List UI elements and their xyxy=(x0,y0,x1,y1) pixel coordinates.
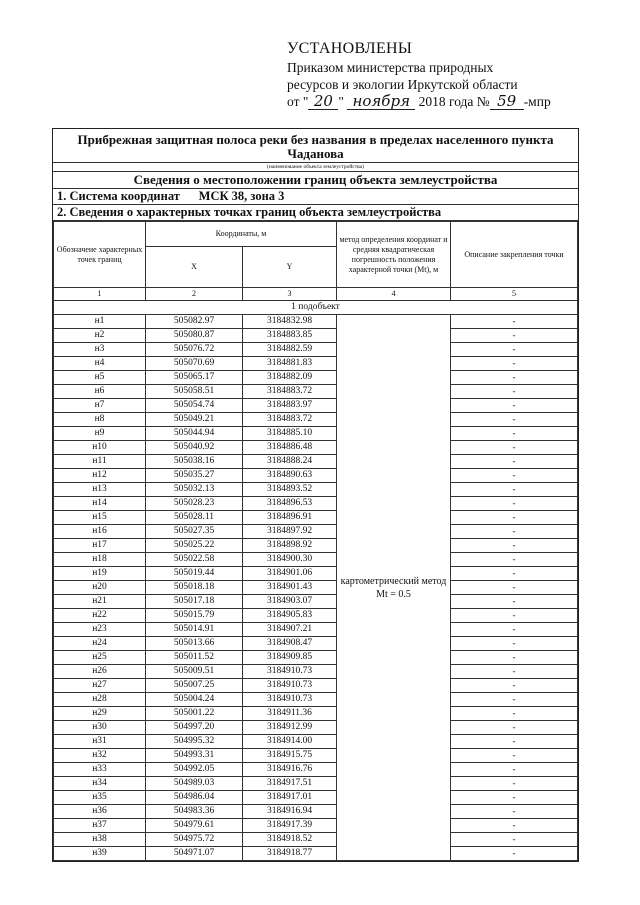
table-row xyxy=(54,399,578,413)
table-row xyxy=(54,679,578,693)
description-cell: - xyxy=(451,777,578,791)
y-coord-cell: 3184888.24 xyxy=(243,455,337,469)
table-row xyxy=(54,483,578,497)
section-title: Сведения о местоположении границ объекта землеустройства xyxy=(53,172,578,189)
y-coord-cell: 3184912.99 xyxy=(243,721,337,735)
description-cell: - xyxy=(451,721,578,735)
table-row xyxy=(54,497,578,511)
y-coord-cell: 3184907.21 xyxy=(243,623,337,637)
table-row xyxy=(54,637,578,651)
order-year: 2018 года № xyxy=(418,94,490,109)
y-coord-cell: 3184900.30 xyxy=(243,553,337,567)
y-coord-cell: 3184896.91 xyxy=(243,511,337,525)
y-coord-cell: 3184910.73 xyxy=(243,679,337,693)
col-point-header: Обозначеие характерных точек границ xyxy=(54,222,146,288)
y-coord-cell: 3184901.06 xyxy=(243,567,337,581)
y-coord-cell: 3184916.76 xyxy=(243,763,337,777)
y-coord-cell: 3184896.53 xyxy=(243,497,337,511)
description-cell: - xyxy=(451,805,578,819)
table-row xyxy=(54,693,578,707)
point-name-cell: н6 xyxy=(54,385,146,399)
table-row xyxy=(54,623,578,637)
description-cell: - xyxy=(451,749,578,763)
order-date-line xyxy=(287,93,607,110)
point-name-cell: н20 xyxy=(54,581,146,595)
x-coord-cell: 504997.20 xyxy=(146,721,243,735)
table-row xyxy=(54,385,578,399)
approval-title: УСТАНОВЛЕНЫ xyxy=(287,40,413,57)
table-row xyxy=(54,749,578,763)
description-cell: - xyxy=(451,679,578,693)
description-cell: - xyxy=(451,385,578,399)
col-num: 4 xyxy=(337,288,451,301)
y-coord-cell: 3184897.92 xyxy=(243,525,337,539)
description-cell: - xyxy=(451,483,578,497)
description-cell: - xyxy=(451,497,578,511)
description-cell: - xyxy=(451,763,578,777)
x-coord-cell: 505004.24 xyxy=(146,693,243,707)
description-cell: - xyxy=(451,693,578,707)
document-title-note: (наименование объекта землеустройства) xyxy=(53,163,578,172)
point-name-cell: н29 xyxy=(54,707,146,721)
y-coord-cell: 3184909.85 xyxy=(243,651,337,665)
point-name-cell: н35 xyxy=(54,791,146,805)
description-cell: - xyxy=(451,511,578,525)
x-coord-cell: 504983.36 xyxy=(146,805,243,819)
col-num: 3 xyxy=(243,288,337,301)
point-name-cell: н37 xyxy=(54,819,146,833)
x-coord-cell: 505014.91 xyxy=(146,623,243,637)
table-row xyxy=(54,343,578,357)
point-name-cell: н27 xyxy=(54,679,146,693)
description-cell: - xyxy=(451,371,578,385)
x-coord-cell: 505080.87 xyxy=(146,329,243,343)
table-row xyxy=(54,777,578,791)
x-coord-cell: 505007.25 xyxy=(146,679,243,693)
point-name-cell: н38 xyxy=(54,833,146,847)
y-coord-cell: 3184886.48 xyxy=(243,441,337,455)
col-desc-header: Описание закрепления точки xyxy=(451,222,578,288)
coord-system-row xyxy=(53,189,578,205)
y-coord-cell: 3184893.52 xyxy=(243,483,337,497)
col-num: 1 xyxy=(54,288,146,301)
y-coord-cell: 3184917.51 xyxy=(243,777,337,791)
description-cell: - xyxy=(451,315,578,329)
point-name-cell: н9 xyxy=(54,427,146,441)
order-line-1: Приказом министерства природных xyxy=(287,60,494,75)
table-row xyxy=(54,847,578,861)
point-name-cell: н18 xyxy=(54,553,146,567)
table-row xyxy=(54,413,578,427)
subobject-row: 1 подобъект xyxy=(54,301,578,315)
description-cell: - xyxy=(451,819,578,833)
approval-header xyxy=(287,40,607,110)
y-coord-cell: 3184918.52 xyxy=(243,833,337,847)
table-row xyxy=(54,707,578,721)
y-coord-cell: 3184883.97 xyxy=(243,399,337,413)
description-cell: - xyxy=(451,637,578,651)
description-cell: - xyxy=(451,707,578,721)
description-cell: - xyxy=(451,357,578,371)
table-row xyxy=(54,609,578,623)
description-cell: - xyxy=(451,609,578,623)
description-cell: - xyxy=(451,581,578,595)
x-coord-cell: 505082.97 xyxy=(146,315,243,329)
y-coord-cell: 3184883.72 xyxy=(243,413,337,427)
y-coord-cell: 3184911.36 xyxy=(243,707,337,721)
y-coord-cell: 3184910.73 xyxy=(243,693,337,707)
x-coord-cell: 505009.51 xyxy=(146,665,243,679)
y-coord-cell: 3184832.98 xyxy=(243,315,337,329)
x-coord-cell: 504995.32 xyxy=(146,735,243,749)
x-coord-cell: 505011.52 xyxy=(146,651,243,665)
x-coord-cell: 505049.21 xyxy=(146,413,243,427)
table-row xyxy=(54,833,578,847)
table-row xyxy=(54,315,578,329)
point-name-cell: н39 xyxy=(54,847,146,861)
point-name-cell: н34 xyxy=(54,777,146,791)
table-row xyxy=(54,469,578,483)
y-coord-cell: 3184885.10 xyxy=(243,427,337,441)
description-cell: - xyxy=(451,833,578,847)
x-coord-cell: 505028.23 xyxy=(146,497,243,511)
x-coord-cell: 505018.18 xyxy=(146,581,243,595)
y-coord-cell: 3184890.63 xyxy=(243,469,337,483)
coord-system-value: МСК 38, зона 3 xyxy=(198,189,285,203)
description-cell: - xyxy=(451,329,578,343)
point-name-cell: н15 xyxy=(54,511,146,525)
x-coord-cell: 505017.18 xyxy=(146,595,243,609)
order-suffix: -мпр xyxy=(523,94,551,109)
point-name-cell: н22 xyxy=(54,609,146,623)
col-coords-header: Координаты, м xyxy=(146,222,337,247)
description-cell: - xyxy=(451,791,578,805)
point-name-cell: н19 xyxy=(54,567,146,581)
x-coord-cell: 505022.58 xyxy=(146,553,243,567)
description-cell: - xyxy=(451,413,578,427)
y-coord-cell: 3184883.85 xyxy=(243,329,337,343)
date-prefix: от " xyxy=(287,94,309,109)
y-coord-cell: 3184881.83 xyxy=(243,357,337,371)
point-name-cell: н10 xyxy=(54,441,146,455)
y-coord-cell: 3184882.09 xyxy=(243,371,337,385)
y-coord-cell: 3184917.01 xyxy=(243,791,337,805)
table-row xyxy=(54,427,578,441)
col-num: 5 xyxy=(451,288,578,301)
document-title: Прибрежная защитная полоса реки без названия в пределах населенного пункта Чаданова xyxy=(53,129,578,163)
point-name-cell: н7 xyxy=(54,399,146,413)
y-coord-cell: 3184901.43 xyxy=(243,581,337,595)
description-cell: - xyxy=(451,665,578,679)
description-cell: - xyxy=(451,539,578,553)
description-cell: - xyxy=(451,651,578,665)
description-cell: - xyxy=(451,441,578,455)
x-coord-cell: 505013.66 xyxy=(146,637,243,651)
point-name-cell: н23 xyxy=(54,623,146,637)
x-coord-cell: 505038.16 xyxy=(146,455,243,469)
boundary-document xyxy=(52,128,579,862)
point-name-cell: н26 xyxy=(54,665,146,679)
point-name-cell: н17 xyxy=(54,539,146,553)
x-coord-cell: 505058.51 xyxy=(146,385,243,399)
description-cell: - xyxy=(451,553,578,567)
x-coord-cell: 505044.94 xyxy=(146,427,243,441)
point-name-cell: н21 xyxy=(54,595,146,609)
table-row xyxy=(54,567,578,581)
x-coord-cell: 505065.17 xyxy=(146,371,243,385)
point-name-cell: н31 xyxy=(54,735,146,749)
table-row xyxy=(54,553,578,567)
x-coord-cell: 505054.74 xyxy=(146,399,243,413)
point-name-cell: н25 xyxy=(54,651,146,665)
point-name-cell: н8 xyxy=(54,413,146,427)
order-line-2: ресурсов и экологии Иркутской области xyxy=(287,77,518,92)
x-coord-cell: 505027.35 xyxy=(146,525,243,539)
x-coord-cell: 504979.61 xyxy=(146,819,243,833)
points-section-label: 2. Сведения о характерных точках границ объекта землеустройства xyxy=(53,205,578,221)
x-coord-cell: 505028.11 xyxy=(146,511,243,525)
point-name-cell: н16 xyxy=(54,525,146,539)
x-coord-cell: 504992.05 xyxy=(146,763,243,777)
x-coord-cell: 505015.79 xyxy=(146,609,243,623)
y-coord-cell: 3184917.39 xyxy=(243,819,337,833)
x-coord-cell: 505019.44 xyxy=(146,567,243,581)
x-coord-cell: 505076.72 xyxy=(146,343,243,357)
table-row xyxy=(54,357,578,371)
x-coord-cell: 505040.92 xyxy=(146,441,243,455)
table-row xyxy=(54,735,578,749)
point-name-cell: н2 xyxy=(54,329,146,343)
point-name-cell: н30 xyxy=(54,721,146,735)
table-row xyxy=(54,651,578,665)
x-coord-cell: 504971.07 xyxy=(146,847,243,861)
coordinates-table xyxy=(53,221,578,861)
order-month: ноября xyxy=(347,94,415,110)
point-name-cell: н33 xyxy=(54,763,146,777)
table-row xyxy=(54,525,578,539)
y-coord-cell: 3184908.47 xyxy=(243,637,337,651)
table-row xyxy=(54,581,578,595)
y-coord-cell: 3184910.73 xyxy=(243,665,337,679)
description-cell: - xyxy=(451,469,578,483)
description-cell: - xyxy=(451,567,578,581)
date-quote-close: " xyxy=(338,94,344,109)
order-day: 20 xyxy=(308,94,338,110)
col-y-header: Y xyxy=(243,247,337,288)
description-cell: - xyxy=(451,399,578,413)
x-coord-cell: 505035.27 xyxy=(146,469,243,483)
x-coord-cell: 505032.13 xyxy=(146,483,243,497)
table-row xyxy=(54,595,578,609)
y-coord-cell: 3184914.00 xyxy=(243,735,337,749)
point-name-cell: н14 xyxy=(54,497,146,511)
point-name-cell: н4 xyxy=(54,357,146,371)
description-cell: - xyxy=(451,343,578,357)
table-row xyxy=(54,539,578,553)
order-number: 59 xyxy=(490,94,524,110)
col-num: 2 xyxy=(146,288,243,301)
y-coord-cell: 3184916.94 xyxy=(243,805,337,819)
description-cell: - xyxy=(451,427,578,441)
table-row xyxy=(54,805,578,819)
description-cell: - xyxy=(451,847,578,861)
description-cell: - xyxy=(451,595,578,609)
table-row xyxy=(54,721,578,735)
column-number-row xyxy=(54,288,578,301)
y-coord-cell: 3184903.07 xyxy=(243,595,337,609)
table-row xyxy=(54,441,578,455)
description-cell: - xyxy=(451,525,578,539)
point-name-cell: н12 xyxy=(54,469,146,483)
x-coord-cell: 505070.69 xyxy=(146,357,243,371)
x-coord-cell: 504993.31 xyxy=(146,749,243,763)
description-cell: - xyxy=(451,623,578,637)
x-coord-cell: 505025.22 xyxy=(146,539,243,553)
description-cell: - xyxy=(451,455,578,469)
method-cell: картометрический метод Mt = 0.5 xyxy=(337,315,451,861)
y-coord-cell: 3184915.75 xyxy=(243,749,337,763)
col-method-header: метод определения координат и средняя квадратическая погрешность положения характерной точки (Mt), м xyxy=(337,222,451,288)
table-row xyxy=(54,511,578,525)
x-coord-cell: 504986.04 xyxy=(146,791,243,805)
y-coord-cell: 3184918.77 xyxy=(243,847,337,861)
point-name-cell: н28 xyxy=(54,693,146,707)
y-coord-cell: 3184898.92 xyxy=(243,539,337,553)
point-name-cell: н1 xyxy=(54,315,146,329)
point-name-cell: н24 xyxy=(54,637,146,651)
table-row xyxy=(54,763,578,777)
table-row xyxy=(54,371,578,385)
table-row xyxy=(54,329,578,343)
point-name-cell: н11 xyxy=(54,455,146,469)
y-coord-cell: 3184883.72 xyxy=(243,385,337,399)
point-name-cell: н3 xyxy=(54,343,146,357)
point-name-cell: н36 xyxy=(54,805,146,819)
table-row xyxy=(54,819,578,833)
description-cell: - xyxy=(451,735,578,749)
x-coord-cell: 505001.22 xyxy=(146,707,243,721)
table-row xyxy=(54,665,578,679)
coord-system-label: 1. Система координат xyxy=(57,189,180,203)
col-x-header: X xyxy=(146,247,243,288)
y-coord-cell: 3184882.59 xyxy=(243,343,337,357)
x-coord-cell: 504975.72 xyxy=(146,833,243,847)
table-row xyxy=(54,455,578,469)
point-name-cell: н32 xyxy=(54,749,146,763)
table-row xyxy=(54,791,578,805)
point-name-cell: н13 xyxy=(54,483,146,497)
x-coord-cell: 504989.03 xyxy=(146,777,243,791)
y-coord-cell: 3184905.83 xyxy=(243,609,337,623)
point-name-cell: н5 xyxy=(54,371,146,385)
